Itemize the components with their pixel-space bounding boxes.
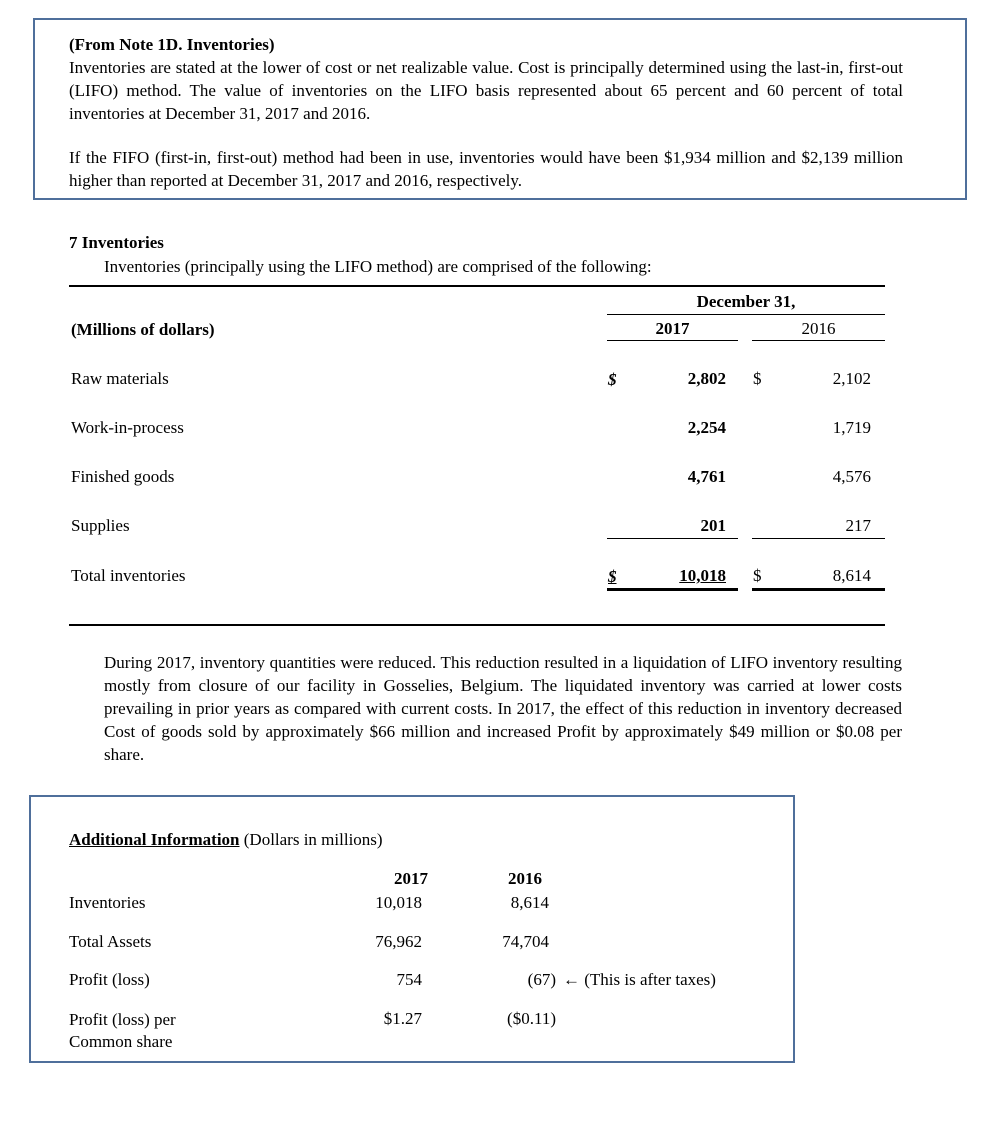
total-double-rule-2016	[752, 588, 885, 591]
additional-info-title: Additional Information	[69, 830, 240, 849]
row-label-work-in-process: Work-in-process	[71, 418, 184, 437]
note-paragraph-1: Inventories are stated at the lower of cost or net realizable value. Cost is principally determined using the last-in, first-out (LIFO) method. The value of inventories on the LIFO basis represented about 65 percent and 60 percent of total inventories at December 31, 2017 and 2016.	[69, 58, 903, 123]
addl-2016-total-assets: 74,704	[502, 932, 549, 951]
addl-2017-inventories: 10,018	[375, 893, 422, 912]
addl-2017-profit-loss: 754	[396, 970, 422, 989]
after-taxes-annotation: ← (This is after taxes)	[563, 970, 716, 989]
value-2017-total-inventories: 10,018	[679, 566, 726, 585]
addl-2016-profit-loss: (67)	[527, 970, 556, 989]
subtotal-rule-2016	[752, 538, 885, 539]
value-2017-raw-materials: 2,802	[687, 369, 726, 388]
subtotal-rule-2017	[607, 538, 738, 539]
unit-label: (Millions of dollars)	[71, 320, 215, 339]
liquidation-paragraph: During 2017, inventory quantities were reduced. This reduction resulted in a liquidation of LIFO inventory resulting mostly from closure of our facility in Gosselies, Belgium. The liquidated inventory was carried at lower costs prevailing in prior years as compared with current costs. In 2017, the effect of this reduction in inventory decreased Cost of goods sold by approximately $66 million and increased Profit by approximately $49 million or $0.08 per share.	[104, 653, 902, 764]
value-2017-supplies: 201	[700, 516, 726, 535]
addl-2017-eps: $1.27	[383, 1009, 422, 1028]
addl-label-inventories: Inventories	[69, 893, 146, 912]
table-bottom-rule	[69, 624, 885, 626]
value-2017-finished-goods: 4,761	[687, 467, 726, 486]
addl-2016-eps: ($0.11)	[507, 1009, 556, 1028]
addl-2017-total-assets: 76,962	[375, 932, 422, 951]
total-double-rule-2017	[607, 588, 738, 591]
value-2016-raw-materials: 2,102	[832, 369, 871, 388]
additional-info-heading	[69, 829, 383, 851]
row-label-total-inventories: Total inventories	[71, 566, 186, 585]
section-intro: Inventories (principally using the LIFO method) are comprised of the following:	[104, 257, 652, 276]
addl-label-profit-loss: Profit (loss)	[69, 970, 150, 989]
currency-2017-total: $	[608, 567, 617, 586]
table-top-rule	[69, 285, 885, 287]
value-2016-total-inventories: 8,614	[832, 566, 871, 585]
value-2016-work-in-process: 1,719	[832, 418, 871, 437]
currency-2016-total: $	[753, 566, 762, 585]
note-title: (From Note 1D. Inventories)	[69, 35, 275, 54]
currency-2016-raw: $	[753, 369, 762, 388]
currency-2017-raw: $	[608, 370, 617, 389]
period-header: December 31,	[696, 292, 796, 311]
row-label-raw-materials: Raw materials	[71, 369, 169, 388]
col-2016-header-rule	[752, 340, 885, 341]
addl-label-total-assets: Total Assets	[69, 932, 152, 951]
col-header-2016: 2016	[801, 319, 836, 338]
col-header-2017: 2017	[655, 319, 690, 338]
value-2016-finished-goods: 4,576	[832, 467, 871, 486]
section-heading: 7 Inventories	[69, 233, 164, 252]
col-2017-header-rule	[607, 340, 738, 341]
row-label-supplies: Supplies	[71, 516, 130, 535]
value-2016-supplies: 217	[845, 516, 871, 535]
value-2017-work-in-process: 2,254	[687, 418, 726, 437]
addl-label-eps-line1: Profit (loss) per	[69, 1010, 176, 1029]
note-paragraph-2: If the FIFO (first-in, first-out) method had been in use, inventories would have been $1,934 million and $2,139 million higher than reported at December 31, 2017 and 2016, respectively.	[69, 148, 903, 190]
addl-label-eps-line2: Common share	[69, 1032, 173, 1051]
additional-info-subtitle: (Dollars in millions)	[239, 830, 383, 849]
addl-col-2017: 2017	[394, 869, 428, 888]
addl-2016-inventories: 8,614	[510, 893, 549, 912]
period-header-rule	[607, 314, 885, 315]
row-label-finished-goods: Finished goods	[71, 467, 175, 486]
addl-col-2016: 2016	[508, 869, 542, 888]
